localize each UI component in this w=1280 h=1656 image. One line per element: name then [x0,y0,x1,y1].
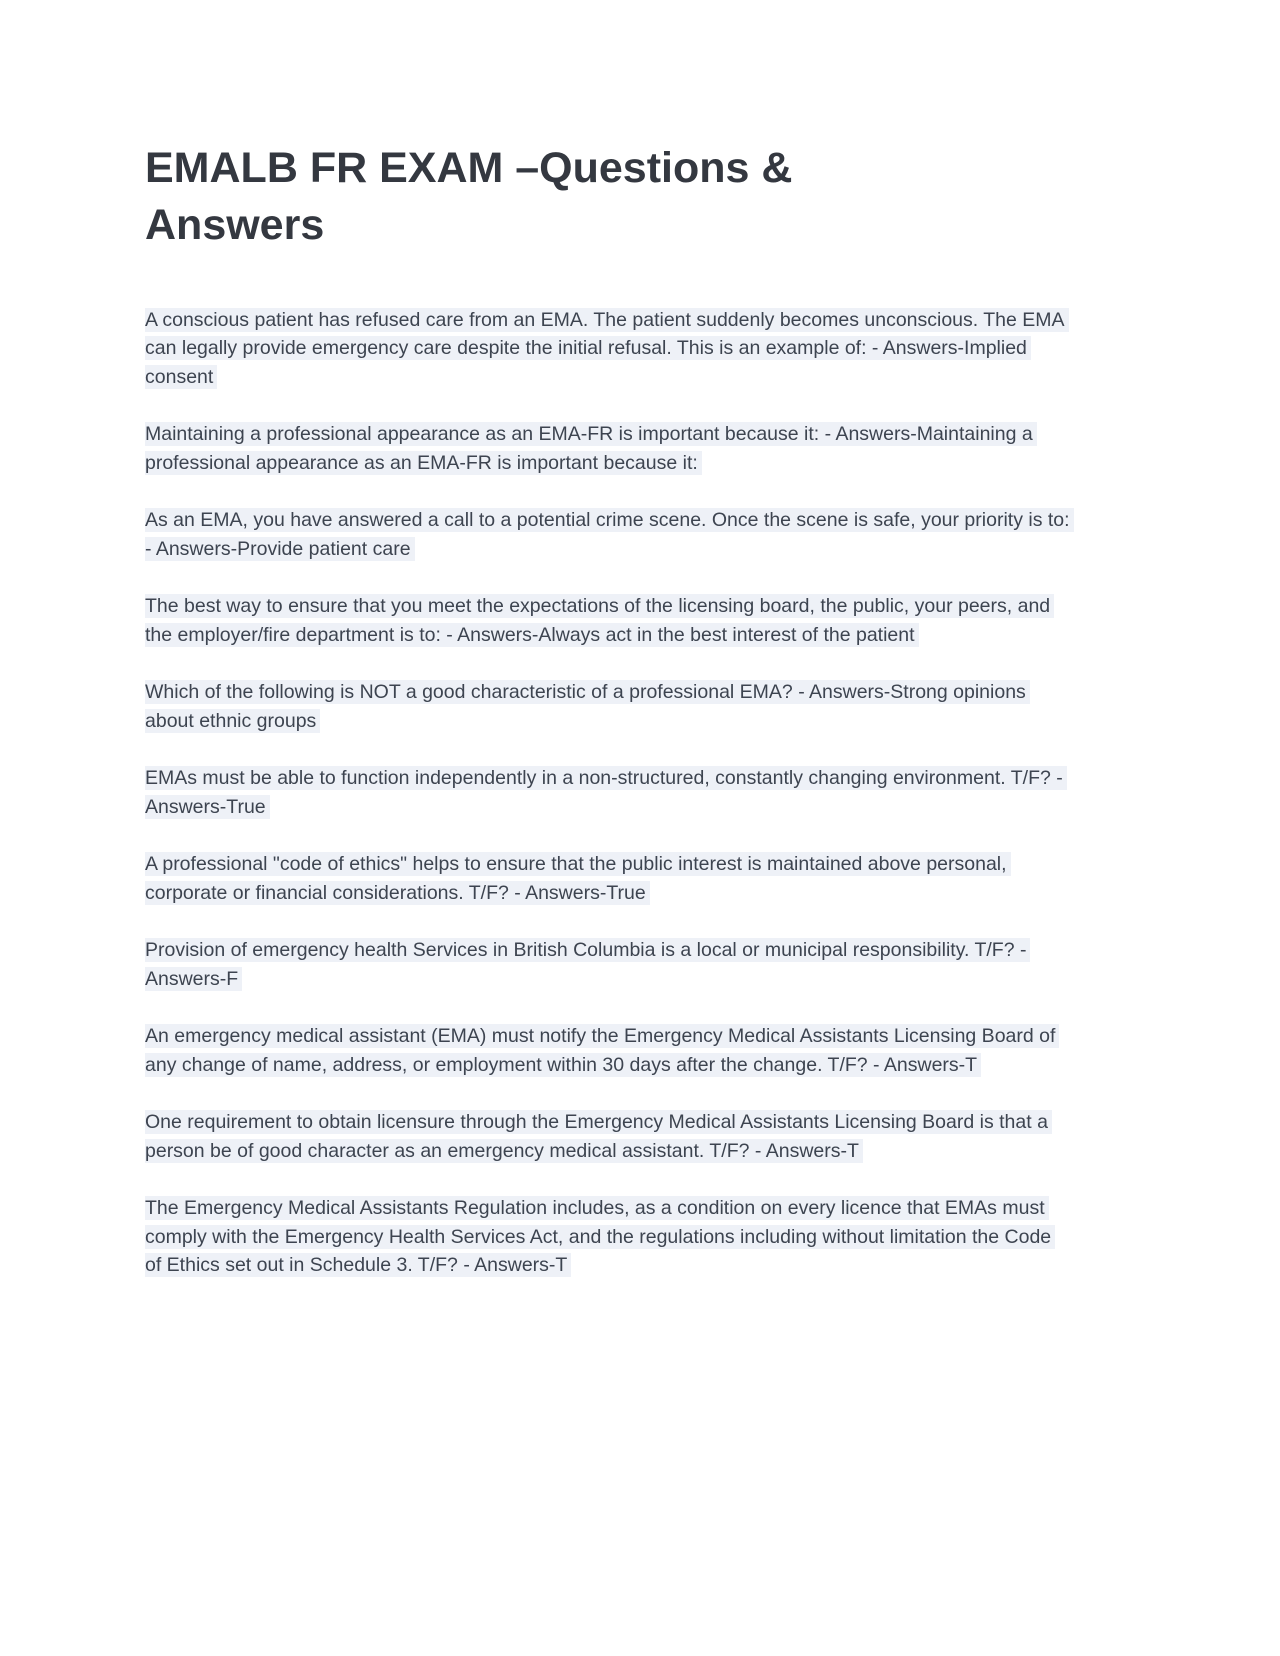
qa-paragraph [145,1108,1070,1165]
highlighted-text: One requirement to obtain licensure through the Emergency Medical Assistants Licensing Board is that a person be of good character as an emergency medical assistant. T/F? - Answers-T [145,1110,1052,1163]
highlighted-text: As an EMA, you have answered a call to a potential crime scene. Once the scene is safe, your priority is to: - Answers-Provide patient care [145,508,1074,561]
highlighted-text: Provision of emergency health Services in British Columbia is a local or municipal responsibility. T/F? - Answers-F [145,938,1030,991]
qa-paragraph [145,936,1070,993]
qa-paragraph [145,420,1070,477]
qa-paragraph [145,306,1070,392]
qa-paragraph [145,850,1070,907]
qa-paragraph [145,678,1070,735]
highlighted-text: EMAs must be able to function independently in a non-structured, constantly changing environment. T/F? - Answers-True [145,766,1067,819]
page-title: EMALB FR EXAM –Questions & Answers [145,144,793,249]
qa-paragraph [145,506,1070,563]
qa-paragraph [145,592,1070,649]
qa-paragraph [145,1194,1070,1280]
qa-paragraph [145,764,1070,821]
highlighted-text: An emergency medical assistant (EMA) must notify the Emergency Medical Assistants Licensing Board of any change of name, address, or employment within 30 days after the change. T/F? - Answers-T [145,1024,1059,1077]
highlighted-text: Which of the following is NOT a good characteristic of a professional EMA? - Answers-Strong opinions about ethnic groups [145,680,1030,733]
highlighted-text: The best way to ensure that you meet the expectations of the licensing board, the public, your peers, and the employer/fire department is to: - Answers-Always act in the best interest of the patient [145,594,1054,647]
highlighted-text: A professional "code of ethics" helps to ensure that the public interest is maintained above personal, corporate or financial considerations. T/F? - Answers-True [145,852,1011,905]
highlighted-text: The Emergency Medical Assistants Regulation includes, as a condition on every licence that EMAs must comply with the Emergency Health Services Act, and the regulations including without limitation the Code of Ethics set out in Schedule 3. T/F? - Answers-T [145,1196,1055,1277]
qa-paragraph-list [145,306,1070,1280]
highlighted-text: A conscious patient has refused care from an EMA. The patient suddenly becomes unconscious. The EMA can legally provide emergency care despite the initial refusal. This is an example of: - Answers-Implied consent [145,308,1069,389]
highlighted-text: Maintaining a professional appearance as an EMA-FR is important because it: - Answers-Maintaining a professional appearance as an EMA-FR is important because it: [145,422,1037,475]
qa-paragraph [145,1022,1070,1079]
